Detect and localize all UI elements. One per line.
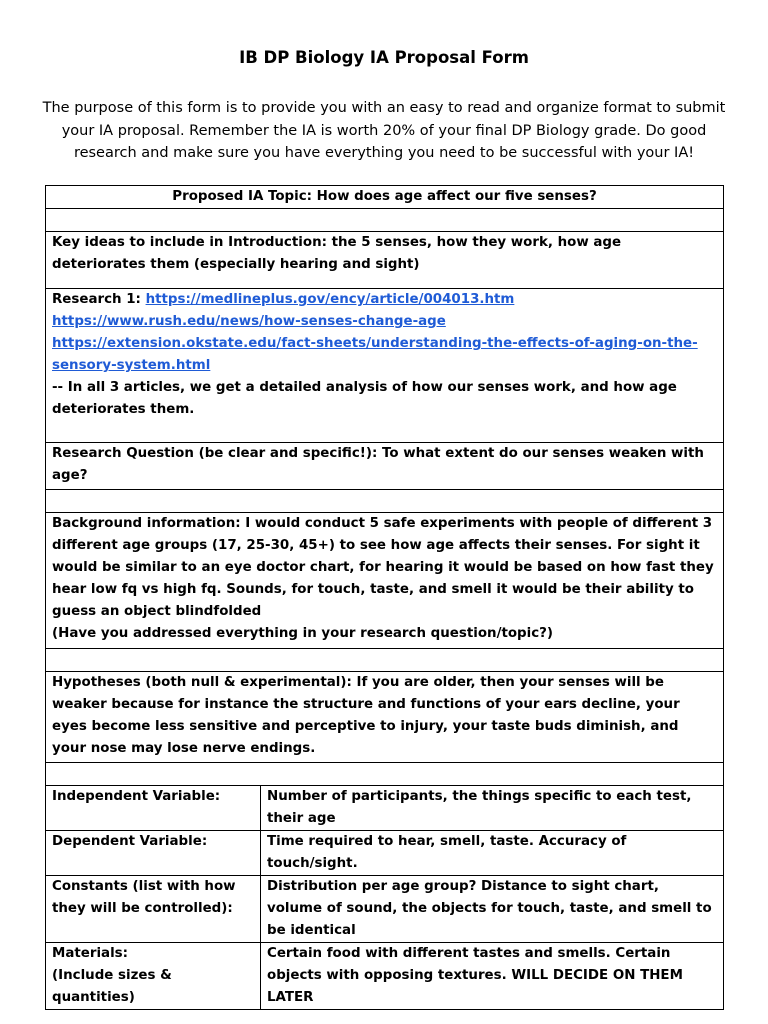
variable-label-note: (Include sizes & quantities)	[52, 968, 172, 1005]
page-title: IB DP Biology IA Proposal Form	[239, 48, 529, 67]
spacer-row	[46, 490, 724, 513]
proposal-table	[45, 185, 724, 1010]
hypotheses-cell: Hypotheses (both null & experimental): If you are older, then your senses will be weaker because for instance the structure and functions of your ears decline, your eyes become less sensitive and perceptive to injury, your taste buds diminish, and your nose may lose nerve endings.	[46, 672, 724, 763]
variable-value: Number of participants, the things specific to each test, their age	[261, 786, 724, 831]
spacer-row	[46, 209, 724, 232]
key-ideas-row	[46, 232, 724, 289]
background-text: Background information: I would conduct 5 safe experiments with people of different 3 different age groups (17, 25-30, 45+) to see how age affects their senses. For sight it would be similar to an eye doctor chart, for hearing it would be based on how fast they hear low fq vs high fq. Sounds, for touch, taste, and smell it would be their ability to guess an object blindfolded	[52, 516, 714, 619]
intro-paragraph: The purpose of this form is to provide you with an easy to read and organize format to submit your IA proposal. Remember the IA is worth 20% of your final DP Biology grade. Do good research and make sure you have everything you need to be successful with your IA!	[42, 100, 726, 161]
research-cell	[46, 289, 724, 443]
variable-label: Dependent Variable:	[46, 831, 261, 876]
research-label: Research 1:	[52, 292, 146, 307]
research-question-row	[46, 443, 724, 490]
variable-value: Certain food with different tastes and smells. Certain objects with opposing textures. WILL DECIDE ON THEM LATER	[261, 943, 724, 1010]
variable-value: Time required to hear, smell, taste. Accuracy of touch/sight.	[261, 831, 724, 876]
background-check: (Have you addressed everything in your research question/topic?)	[52, 626, 554, 641]
spacer-row	[46, 649, 724, 672]
materials-label-cell	[46, 943, 261, 1010]
empty-cell[interactable]	[46, 649, 724, 672]
research-link-okstate[interactable]: https://extension.okstate.edu/fact-sheets/understanding-the-effects-of-aging-on-the-sensory-system.html	[52, 336, 698, 373]
materials-row	[46, 943, 724, 1010]
research-link-medlineplus[interactable]: https://medlineplus.gov/ency/article/004013.htm	[145, 292, 515, 307]
topic-cell: Proposed IA Topic: How does age affect our five senses?	[46, 186, 724, 209]
variable-label: Constants (list with how they will be controlled):	[46, 876, 261, 943]
spacer-row	[46, 763, 724, 786]
research-row	[46, 289, 724, 443]
hypotheses-row	[46, 672, 724, 763]
research-note: -- In all 3 articles, we get a detailed analysis of how our senses work, and how age deteriorates them.	[52, 380, 677, 417]
empty-cell[interactable]	[46, 763, 724, 786]
empty-cell[interactable]	[46, 209, 724, 232]
variable-value: Distribution per age group? Distance to sight chart, volume of sound, the objects for touch, taste, and smell to be identical	[261, 876, 724, 943]
variable-label: Materials:	[52, 946, 128, 961]
background-row	[46, 513, 724, 649]
research-question-cell: Research Question (be clear and specific!): To what extent do our senses weaken with age?	[46, 443, 724, 490]
variable-label: Independent Variable:	[46, 786, 261, 831]
independent-variable-row	[46, 786, 724, 831]
constants-row	[46, 876, 724, 943]
key-ideas-cell: Key ideas to include in Introduction: the 5 senses, how they work, how age deteriorates them (especially hearing and sight)	[46, 232, 724, 289]
research-link-rush[interactable]: https://www.rush.edu/news/how-senses-change-age	[52, 314, 446, 329]
topic-row	[46, 186, 724, 209]
background-cell	[46, 513, 724, 649]
empty-cell[interactable]	[46, 490, 724, 513]
dependent-variable-row	[46, 831, 724, 876]
